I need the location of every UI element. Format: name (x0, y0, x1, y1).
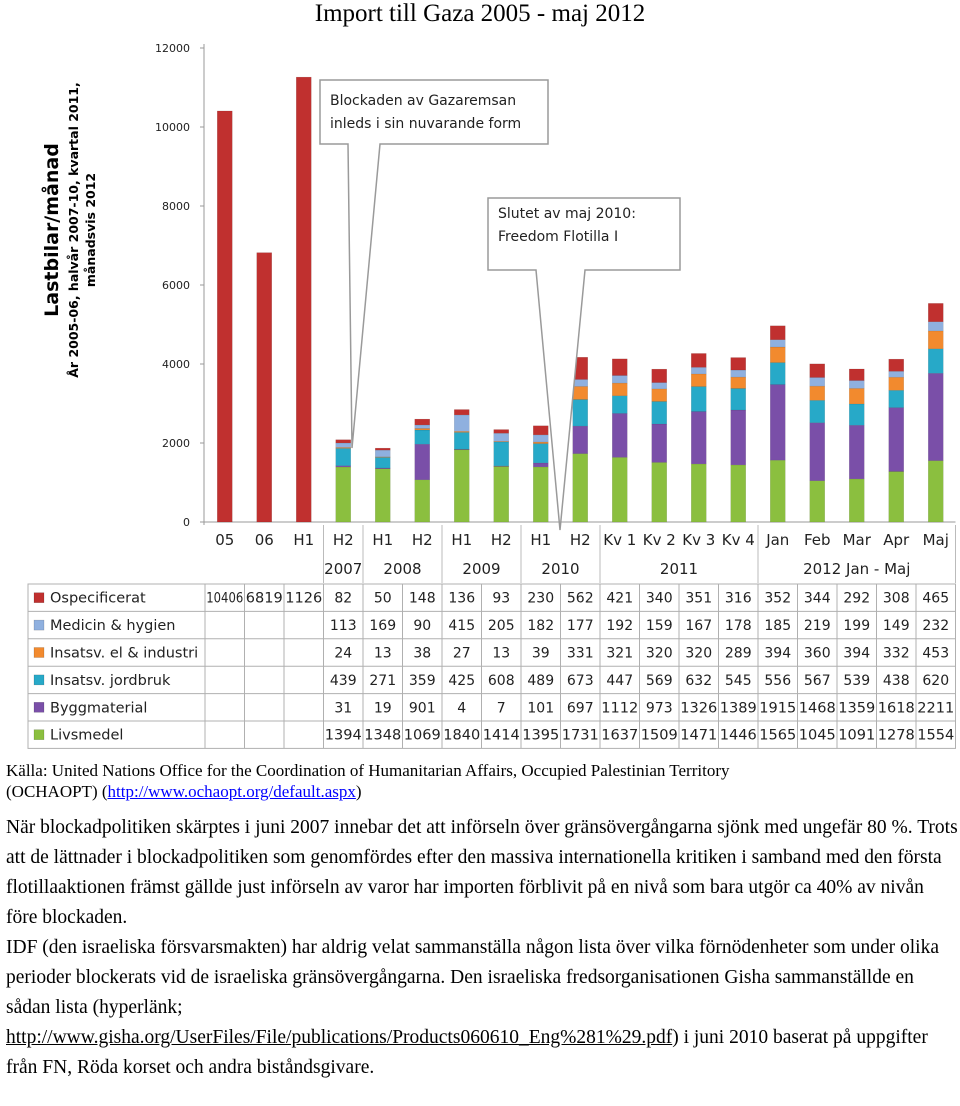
table-cell: 1471 (680, 727, 718, 744)
table-cell: 421 (606, 590, 634, 607)
table-cell: 556 (764, 672, 792, 689)
table-cell: 149 (882, 618, 910, 635)
x-tick-label: H2 (411, 531, 433, 549)
table-cell: 185 (764, 618, 792, 635)
table-cell: 697 (566, 700, 594, 717)
bar-segment (454, 410, 469, 415)
table-cell: 1468 (798, 700, 836, 717)
table-cell: 199 (843, 618, 871, 635)
source-line1: Källa: United Nations Office for the Coordination of Humanitarian Affairs, Occupied Palestinian Territory (6, 761, 730, 780)
bar-segment (533, 467, 548, 522)
bar-segment (415, 419, 430, 425)
x-group-label: 2008 (383, 560, 422, 578)
table-cell: 1359 (838, 700, 876, 717)
x-tick-label: H1 (530, 531, 552, 549)
bar-segment (810, 481, 825, 522)
bar-segment (849, 404, 864, 425)
bar-segment (928, 331, 943, 349)
bar-segment (928, 322, 943, 331)
table-cell: 205 (487, 618, 515, 635)
bar-segment (612, 375, 627, 383)
legend-swatch (34, 730, 44, 740)
legend-label: Ospecificerat (50, 590, 146, 607)
body-text (6, 813, 960, 1083)
bar-segment (336, 440, 351, 443)
table-cell: 1731 (561, 727, 599, 744)
bar-segment (652, 401, 667, 423)
x-tick-label: H2 (332, 531, 354, 549)
bar-segment (257, 253, 272, 522)
table-cell: 24 (334, 645, 353, 662)
bar-segment (810, 364, 825, 378)
y-tick-label: 0 (183, 516, 190, 529)
bar-segment (217, 111, 232, 522)
table-cell: 1618 (877, 700, 915, 717)
paragraph-2-end: ) i juni 2010 baserat på uppgifter från FN, Röda korset och andra biståndsgivare. (6, 1027, 928, 1078)
x-group-label: 2010 (541, 560, 580, 578)
table-cell: 632 (685, 672, 713, 689)
bar-segment (375, 450, 390, 457)
table-cell: 1348 (364, 727, 402, 744)
ochaopt-link[interactable]: http://www.ochaopt.org/default.aspx (107, 782, 356, 801)
table-cell: 136 (448, 590, 476, 607)
legend-swatch (34, 648, 44, 658)
source-note (6, 760, 956, 802)
x-group-label: 2009 (462, 560, 501, 578)
table-cell: 316 (724, 590, 752, 607)
table-cell: 321 (606, 645, 634, 662)
table-cell: 439 (329, 672, 357, 689)
table-cell: 1278 (877, 727, 915, 744)
table-cell: 465 (922, 590, 950, 607)
bar-segment (928, 373, 943, 460)
source-line2-suffix: ) (355, 782, 362, 801)
table-cell: 182 (527, 618, 555, 635)
table-cell: 169 (369, 618, 397, 635)
bar-segment (612, 359, 627, 376)
table-cell: 1112 (601, 700, 639, 717)
y-tick-label: 10000 (155, 121, 190, 134)
bar-segment (810, 423, 825, 481)
bar-segment (612, 457, 627, 522)
table-cell: 415 (448, 618, 476, 635)
table-cell: 1091 (838, 727, 876, 744)
table-cell: 289 (724, 645, 752, 662)
bar-segment (889, 390, 904, 407)
paragraph-1: När blockadpolitiken skärptes i juni 2007 innebar det att införseln över gränsövergångarna sjönk med ungefär 80 %. Trots att de lättnader i blockadpolitiken som genomfördes efter den massiva internationella kritiken i samband med den första flotillaaktionen främst gällde just införseln av varor har importen förblivit på en nivå som bara utgör ca 40% av nivån före blockaden. (6, 817, 958, 928)
table-cell: 332 (882, 645, 910, 662)
bar-segment (652, 369, 667, 382)
table-cell: 394 (843, 645, 871, 662)
bar-segment (652, 389, 667, 402)
bar-segment (849, 381, 864, 389)
table-cell: 344 (803, 590, 831, 607)
bar-segment (533, 444, 548, 463)
x-tick-label: 05 (215, 531, 235, 549)
y-tick-label: 6000 (162, 279, 190, 292)
table-cell: 453 (922, 645, 950, 662)
bar-segment (691, 367, 706, 374)
table-cell: 438 (882, 672, 910, 689)
bar-segment (731, 388, 746, 410)
table-cell: 1126 (285, 590, 323, 607)
x-tick-label: Kv 4 (721, 531, 755, 549)
x-tick-label: Kv 3 (682, 531, 716, 549)
table-cell: 360 (803, 645, 831, 662)
table-cell: 271 (369, 672, 397, 689)
table-cell: 90 (413, 618, 432, 635)
bar-segment (494, 442, 509, 466)
bar-segment (336, 443, 351, 447)
bar-segment (810, 386, 825, 400)
table-cell: 13 (373, 645, 392, 662)
y-tick-label: 2000 (162, 437, 190, 450)
table-cell: 1554 (917, 727, 955, 744)
legend-label: Insatsv. jordbruk (50, 672, 171, 689)
bar-segment (691, 353, 706, 367)
table-cell: 101 (527, 700, 555, 717)
x-tick-label: H1 (293, 531, 315, 549)
bar-segment (770, 385, 785, 461)
bar-segment (612, 413, 627, 457)
x-tick-label: Jan (766, 531, 790, 549)
bar-segment (652, 424, 667, 462)
bar-segment (889, 408, 904, 472)
bar-segment (889, 377, 904, 390)
bar-segment (691, 374, 706, 387)
bar-segment (928, 303, 943, 321)
legend-swatch (34, 593, 44, 603)
table-cell: 567 (803, 672, 831, 689)
bar-segment (415, 480, 430, 522)
y-axis-subtitle-2: månadsvis 2012 (83, 172, 98, 288)
bar-segment (810, 400, 825, 422)
table-cell: 425 (448, 672, 476, 689)
bar-segment (652, 383, 667, 389)
bar-segment (849, 479, 864, 522)
x-tick-label: H1 (372, 531, 394, 549)
table-cell: 331 (566, 645, 594, 662)
bar-segment (691, 412, 706, 464)
table-cell: 901 (408, 700, 436, 717)
x-group-label: 2011 (659, 560, 699, 578)
table-cell: 1915 (759, 700, 797, 717)
x-tick-label: Kv 1 (603, 531, 637, 549)
table-cell: 1394 (324, 727, 362, 744)
table-cell: 352 (764, 590, 792, 607)
bar-segment (691, 464, 706, 522)
table-cell: 82 (334, 590, 353, 607)
table-cell: 1395 (522, 727, 560, 744)
table-cell: 1565 (759, 727, 797, 744)
x-tick-label: H1 (451, 531, 473, 549)
table-cell: 569 (645, 672, 673, 689)
table-cell: 1414 (482, 727, 520, 744)
bar-segment (336, 448, 351, 465)
bar-segment (889, 359, 904, 371)
bar-segment (849, 425, 864, 479)
x-tick-label: Apr (883, 531, 910, 549)
paragraph-2 (6, 933, 960, 1083)
table-cell: 1045 (798, 727, 836, 744)
table-cell: 39 (531, 645, 550, 662)
bar-segment (731, 358, 746, 370)
table-cell: 178 (724, 618, 752, 635)
table-cell: 192 (606, 618, 634, 635)
bar-segment (810, 377, 825, 386)
x-tick-label: H2 (569, 531, 591, 549)
bar-segment (731, 370, 746, 377)
table-cell: 4 (457, 700, 467, 717)
bar-segment (770, 340, 785, 347)
x-tick-label: H2 (490, 531, 512, 549)
legend-label: Livsmedel (50, 727, 124, 744)
table-cell: 1446 (719, 727, 757, 744)
table-cell: 27 (452, 645, 471, 662)
legend-label: Insatsv. el & industri (50, 645, 199, 662)
table-cell: 219 (803, 618, 831, 635)
table-cell: 545 (724, 672, 752, 689)
bar-segment (731, 377, 746, 388)
y-axis-subtitle-1: År 2005-06, halvår 2007-10, kvartal 2011, (66, 82, 81, 378)
bar-segment (533, 463, 548, 467)
table-cell: 359 (408, 672, 436, 689)
bar-segment (296, 77, 311, 522)
x-tick-label: Maj (922, 531, 949, 549)
x-tick-label: Kv 2 (642, 531, 676, 549)
x-tick-label: Mar (842, 531, 871, 549)
bar-segment (770, 326, 785, 340)
callout-1-line1: Blockaden av Gazaremsan (330, 93, 517, 109)
y-axis-title-group (39, 82, 98, 378)
bar-segment (573, 400, 588, 427)
x-group-label: 2012 Jan - Maj (803, 560, 911, 578)
bar-segment (652, 462, 667, 522)
bar-segment (375, 448, 390, 450)
y-tick-label: 12000 (155, 42, 190, 55)
table-cell: 1389 (719, 700, 757, 717)
table-cell: 320 (685, 645, 713, 662)
bar-segment (928, 349, 943, 373)
bar-segment (849, 388, 864, 404)
table-cell: 394 (764, 645, 792, 662)
x-tick-label: Feb (803, 531, 831, 549)
table-cell: 113 (329, 618, 357, 635)
table-cell: 620 (922, 672, 950, 689)
table-cell: 19 (373, 700, 392, 717)
table-cell: 159 (645, 618, 673, 635)
bar-segment (533, 426, 548, 435)
bar-segment (770, 347, 785, 363)
table-cell: 608 (487, 672, 515, 689)
table-cell: 673 (566, 672, 594, 689)
bar-segment (415, 444, 430, 480)
bar-segment (494, 433, 509, 441)
table-cell: 340 (645, 590, 673, 607)
table-cell: 489 (527, 672, 555, 689)
y-tick-label: 8000 (162, 200, 190, 213)
bar-segment (336, 467, 351, 522)
table-cell: 50 (373, 590, 392, 607)
x-group-label: 2007 (324, 560, 363, 578)
table-cell: 447 (606, 672, 634, 689)
bar-segment (415, 430, 430, 444)
table-cell: 973 (645, 700, 673, 717)
table-cell: 292 (843, 590, 871, 607)
table-cell: 13 (492, 645, 511, 662)
bar-segment (494, 430, 509, 434)
table-cell: 93 (492, 590, 511, 607)
table-cell: 167 (685, 618, 713, 635)
bar-segment (573, 426, 588, 454)
bar-segment (454, 449, 469, 522)
table-cell: 38 (413, 645, 432, 662)
bar-segment (612, 383, 627, 396)
bar-segment (375, 457, 390, 468)
bar-segment (770, 460, 785, 522)
bar-segment (849, 369, 864, 381)
legend-label: Medicin & hygien (50, 618, 176, 635)
x-tick-label: 06 (254, 531, 274, 549)
table-cell: 1637 (601, 727, 639, 744)
bar-segment (573, 454, 588, 522)
bar-segment (533, 435, 548, 442)
bar-segment (928, 461, 943, 522)
table-cell: 10406 (206, 590, 244, 607)
table-cell: 1840 (443, 727, 481, 744)
bar-segment (454, 432, 469, 449)
y-tick-label: 4000 (162, 358, 190, 371)
paragraph-2-start: IDF (den israeliska försvarsmakten) har aldrig velat sammanställa någon lista över vilka förnödenheter som under olika perioder blockerats vid de israeliska gränsövergångarna. Den israeliska fredsorganisationen Gisha sammanställde en sådan lista (hyperlänk; (6, 937, 940, 1018)
legend-swatch (34, 675, 44, 685)
table-cell: 232 (922, 618, 950, 635)
bar-segment (415, 425, 430, 429)
legend-label: Byggmaterial (50, 700, 148, 717)
table-cell: 320 (645, 645, 673, 662)
bar-segment (573, 386, 588, 399)
source-line2-prefix: (OCHAOPT) ( (6, 782, 108, 801)
table-cell: 148 (408, 590, 436, 607)
table-cell: 7 (496, 700, 506, 717)
y-axis-title: Lastbilar/månad (41, 143, 63, 317)
bar-segment (889, 371, 904, 377)
page-title: Import till Gaza 2005 - maj 2012 (314, 0, 646, 27)
legend-swatch (34, 702, 44, 712)
table-cell: 308 (882, 590, 910, 607)
table-cell: 1326 (680, 700, 718, 717)
table-cell: 2211 (917, 700, 955, 717)
bar-segment (731, 410, 746, 465)
table-cell: 1509 (640, 727, 678, 744)
bar-segment (494, 466, 509, 522)
callout-2-line1: Slutet av maj 2010: (498, 206, 636, 222)
table-cell: 539 (843, 672, 871, 689)
gisha-link[interactable]: http://www.gisha.org/UserFiles/File/publications/Products060610_Eng%281%29.pdf (6, 1027, 673, 1048)
callout-1-line2: inleds i sin nuvarande form (330, 116, 522, 132)
bar-segment (454, 415, 469, 431)
bar-segment (691, 387, 706, 412)
bar-segment (770, 363, 785, 385)
legend-swatch (34, 620, 44, 630)
table-cell: 562 (566, 590, 594, 607)
table-cell: 31 (334, 700, 353, 717)
bar-segment (889, 472, 904, 522)
callout-2-line2: Freedom Flotilla I (498, 229, 619, 245)
bar-segment (375, 469, 390, 522)
table-cell: 177 (566, 618, 594, 635)
bar-segment (731, 465, 746, 522)
bar-segment (612, 396, 627, 414)
table-cell: 351 (685, 590, 713, 607)
table-cell: 6819 (245, 590, 283, 607)
table-cell: 1069 (403, 727, 441, 744)
table-cell: 230 (527, 590, 555, 607)
